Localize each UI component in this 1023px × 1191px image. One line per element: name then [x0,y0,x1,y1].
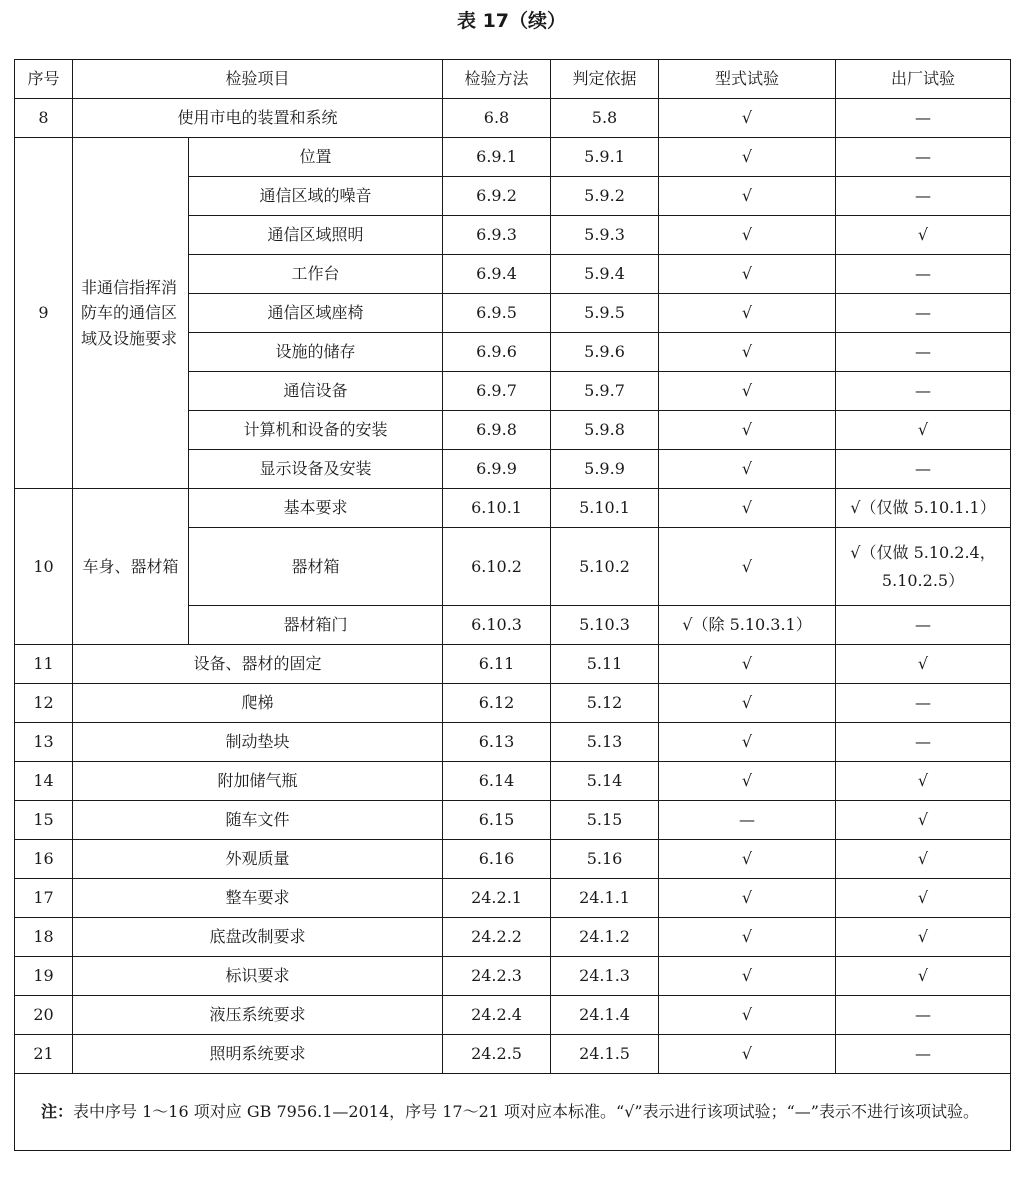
type-test-cell: — [659,801,836,840]
factory-test-cell: — [836,99,1011,138]
table-note [25,1097,1000,1127]
factory-test-cell: — [836,177,1011,216]
table-row [15,879,1011,918]
item-cell: 通信设备 [189,372,443,411]
method-cell: 6.13 [443,723,551,762]
item-cell: 通信区域的噪音 [189,177,443,216]
type-test-cell: √ [659,996,836,1035]
item-cell: 器材箱门 [189,606,443,645]
table-row [15,801,1011,840]
type-test-cell: √ [659,840,836,879]
item-cell: 通信区域照明 [189,216,443,255]
factory-test-cell: — [836,450,1011,489]
note-cell [15,1074,1011,1151]
basis-cell: 24.1.3 [551,957,659,996]
table-row [15,957,1011,996]
table-row [15,996,1011,1035]
basis-cell: 5.13 [551,723,659,762]
seq-cell: 13 [15,723,73,762]
header-seq: 序号 [15,60,73,99]
seq-cell: 12 [15,684,73,723]
type-test-cell: √ [659,684,836,723]
factory-test-cell: √（仅做 5.10.2.4，5.10.2.5） [836,528,1011,606]
seq-cell: 15 [15,801,73,840]
item-cell: 爬梯 [73,684,443,723]
type-test-cell: √ [659,879,836,918]
item-cell: 液压系统要求 [73,996,443,1035]
method-cell: 6.9.4 [443,255,551,294]
basis-cell: 5.10.3 [551,606,659,645]
table-row [15,138,1011,177]
type-test-cell: √ [659,216,836,255]
type-test-cell: √ [659,255,836,294]
basis-cell: 5.12 [551,684,659,723]
note-text: 表中序号 1～16 项对应 GB 7956.1—2014，序号 17～21 项对应本标准。“√”表示进行该项试验；“—”表示不进行该项试验。 [73,1101,979,1121]
type-test-cell: √ [659,138,836,177]
factory-test-cell: — [836,684,1011,723]
item-cell: 显示设备及安装 [189,450,443,489]
item-cell: 底盘改制要求 [73,918,443,957]
basis-cell: 24.1.4 [551,996,659,1035]
header-factory-test: 出厂试验 [836,60,1011,99]
basis-cell: 5.9.5 [551,294,659,333]
type-test-cell: √ [659,723,836,762]
seq-cell: 11 [15,645,73,684]
note-label: 注： [41,1101,74,1121]
basis-cell: 24.1.1 [551,879,659,918]
method-cell: 6.9.6 [443,333,551,372]
factory-test-cell: — [836,372,1011,411]
method-cell: 6.14 [443,762,551,801]
basis-cell: 5.9.8 [551,411,659,450]
item-cell: 设施的储存 [189,333,443,372]
item-cell: 工作台 [189,255,443,294]
factory-test-cell: — [836,996,1011,1035]
method-cell: 6.12 [443,684,551,723]
table-row [15,684,1011,723]
item-cell: 设备、器材的固定 [73,645,443,684]
basis-cell: 5.10.2 [551,528,659,606]
type-test-cell: √ [659,528,836,606]
method-cell: 6.15 [443,801,551,840]
method-cell: 6.10.2 [443,528,551,606]
header-item: 检验项目 [73,60,443,99]
header-method: 检验方法 [443,60,551,99]
seq-cell: 21 [15,1035,73,1074]
method-cell: 6.9.3 [443,216,551,255]
factory-test-cell: — [836,723,1011,762]
method-cell: 6.9.1 [443,138,551,177]
type-test-cell: √ [659,294,836,333]
item-cell: 整车要求 [73,879,443,918]
type-test-cell: √ [659,918,836,957]
item-cell: 器材箱 [189,528,443,606]
table-row [15,645,1011,684]
factory-test-cell: √ [836,879,1011,918]
seq-cell: 10 [15,489,73,645]
basis-cell: 5.9.2 [551,177,659,216]
method-cell: 6.9.2 [443,177,551,216]
note-row [15,1074,1011,1151]
factory-test-cell: √（仅做 5.10.1.1） [836,489,1011,528]
method-cell: 6.9.9 [443,450,551,489]
basis-cell: 5.9.3 [551,216,659,255]
method-cell: 6.16 [443,840,551,879]
table-row [15,489,1011,528]
basis-cell: 5.9.9 [551,450,659,489]
seq-cell: 8 [15,99,73,138]
table-row [15,762,1011,801]
method-cell: 6.9.5 [443,294,551,333]
factory-test-cell: √ [836,216,1011,255]
method-cell: 24.2.1 [443,879,551,918]
item-cell: 外观质量 [73,840,443,879]
item-cell: 照明系统要求 [73,1035,443,1074]
basis-cell: 5.15 [551,801,659,840]
basis-cell: 5.8 [551,99,659,138]
table-row [15,840,1011,879]
seq-cell: 16 [15,840,73,879]
basis-cell: 5.9.4 [551,255,659,294]
header-type-test: 型式试验 [659,60,836,99]
factory-test-cell: √ [836,918,1011,957]
item-cell: 计算机和设备的安装 [189,411,443,450]
factory-test-cell: √ [836,411,1011,450]
seq-cell: 17 [15,879,73,918]
type-test-cell: √ [659,489,836,528]
factory-test-cell: — [836,255,1011,294]
item-cell: 标识要求 [73,957,443,996]
method-cell: 6.9.7 [443,372,551,411]
method-cell: 6.8 [443,99,551,138]
item-cell: 通信区域座椅 [189,294,443,333]
table-row [15,1035,1011,1074]
seq-cell: 14 [15,762,73,801]
table-row [15,723,1011,762]
item-cell: 附加储气瓶 [73,762,443,801]
item-cell: 使用市电的装置和系统 [73,99,443,138]
table-row [15,918,1011,957]
table-row [15,99,1011,138]
factory-test-cell: √ [836,762,1011,801]
basis-cell: 5.9.7 [551,372,659,411]
basis-cell: 5.14 [551,762,659,801]
factory-test-cell: — [836,606,1011,645]
seq-cell: 19 [15,957,73,996]
group-cell: 非通信指挥消防车的通信区域及设施要求 [73,138,189,489]
type-test-cell: √ [659,372,836,411]
item-cell: 制动垫块 [73,723,443,762]
item-cell: 位置 [189,138,443,177]
factory-test-cell: — [836,138,1011,177]
type-test-cell: √（除 5.10.3.1） [659,606,836,645]
method-cell: 24.2.5 [443,1035,551,1074]
basis-cell: 5.9.1 [551,138,659,177]
factory-test-cell: √ [836,645,1011,684]
seq-cell: 18 [15,918,73,957]
type-test-cell: √ [659,99,836,138]
method-cell: 24.2.4 [443,996,551,1035]
type-test-cell: √ [659,450,836,489]
type-test-cell: √ [659,411,836,450]
method-cell: 6.10.3 [443,606,551,645]
basis-cell: 24.1.5 [551,1035,659,1074]
header-row [15,60,1011,99]
item-cell: 基本要求 [189,489,443,528]
type-test-cell: √ [659,645,836,684]
factory-test-cell: — [836,1035,1011,1074]
method-cell: 24.2.3 [443,957,551,996]
type-test-cell: √ [659,957,836,996]
seq-cell: 20 [15,996,73,1035]
basis-cell: 5.9.6 [551,333,659,372]
type-test-cell: √ [659,762,836,801]
seq-cell: 9 [15,138,73,489]
type-test-cell: √ [659,177,836,216]
header-basis: 判定依据 [551,60,659,99]
factory-test-cell: √ [836,957,1011,996]
group-cell: 车身、器材箱 [73,489,189,645]
type-test-cell: √ [659,333,836,372]
method-cell: 6.9.8 [443,411,551,450]
table-title: 表 17（续） [456,10,567,32]
basis-cell: 24.1.2 [551,918,659,957]
factory-test-cell: √ [836,801,1011,840]
basis-cell: 5.16 [551,840,659,879]
method-cell: 6.11 [443,645,551,684]
factory-test-cell: √ [836,840,1011,879]
item-cell: 随车文件 [73,801,443,840]
inspection-table [14,59,1011,1151]
method-cell: 24.2.2 [443,918,551,957]
type-test-cell: √ [659,1035,836,1074]
basis-cell: 5.11 [551,645,659,684]
basis-cell: 5.10.1 [551,489,659,528]
method-cell: 6.10.1 [443,489,551,528]
factory-test-cell: — [836,333,1011,372]
factory-test-cell: — [836,294,1011,333]
